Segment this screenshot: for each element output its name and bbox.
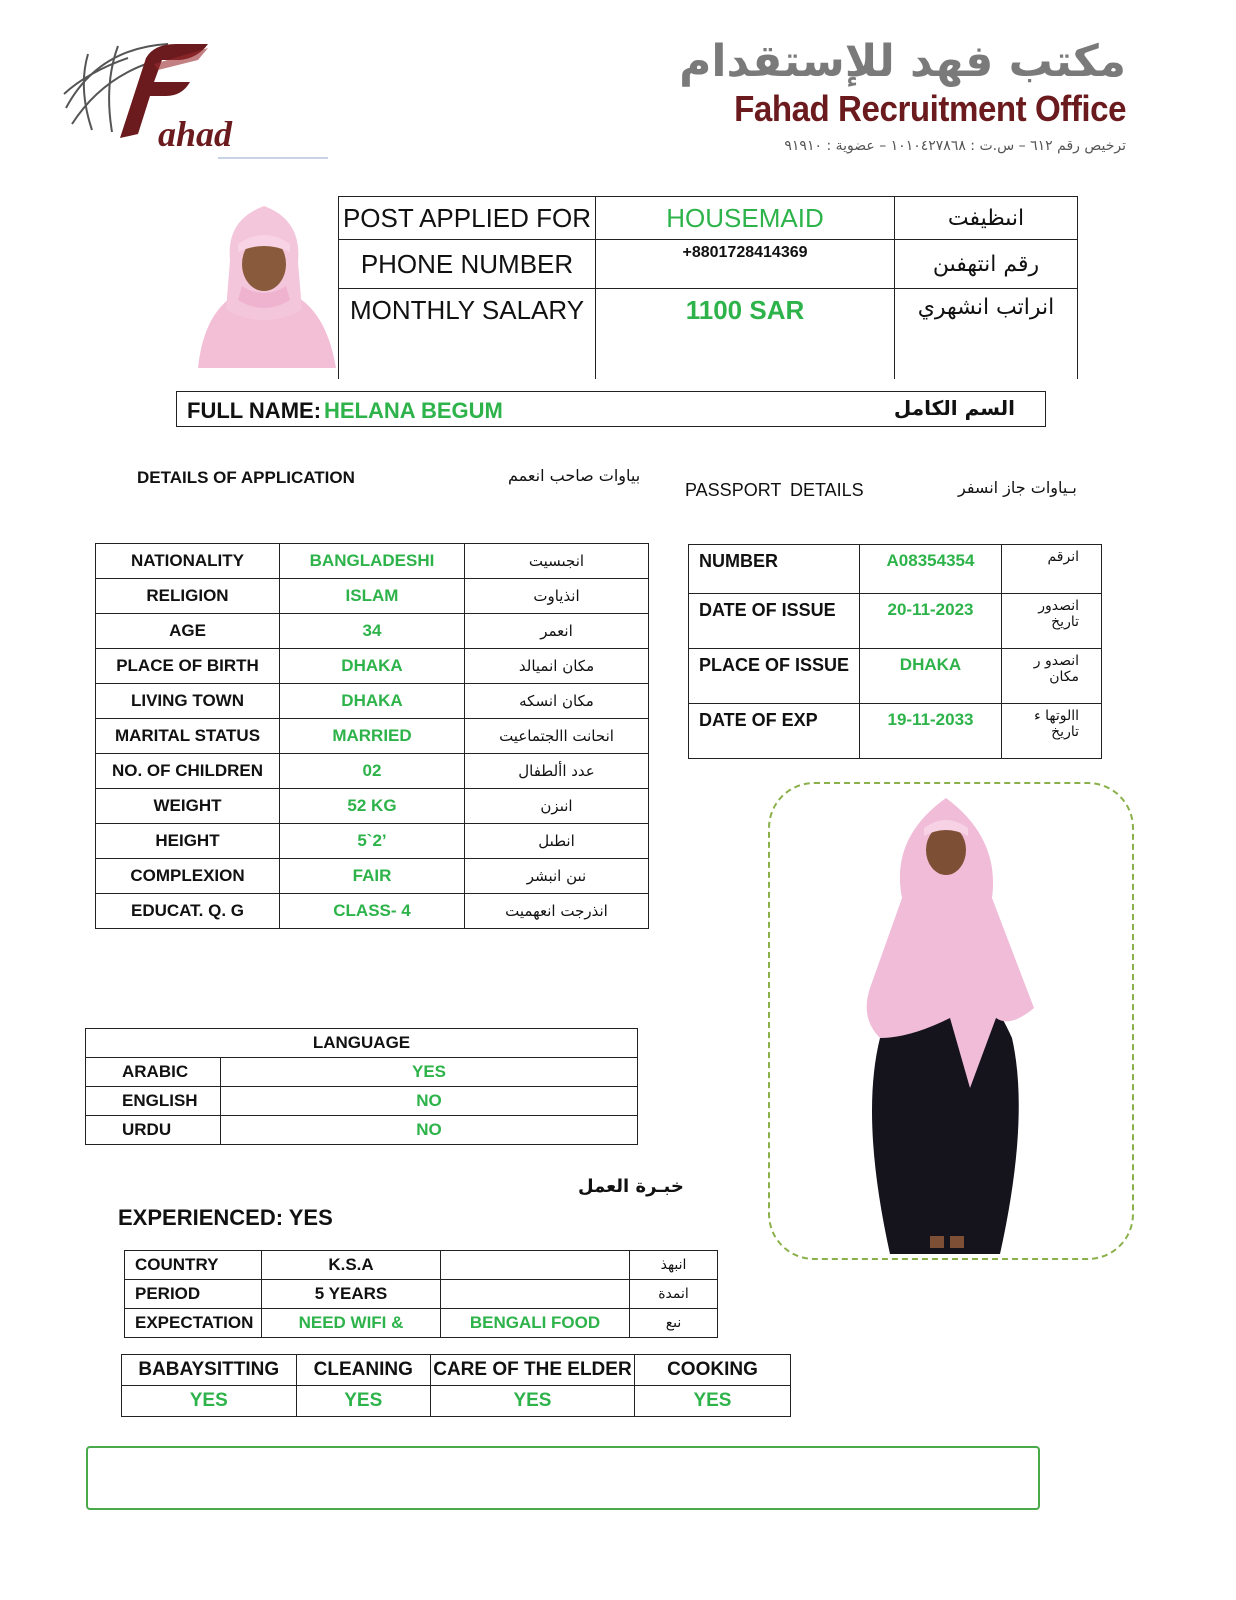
office-name-english: Fahad Recruitment Office	[733, 88, 1126, 129]
passport-value: A08354354	[860, 545, 1002, 594]
language-value: NO	[221, 1116, 638, 1145]
detail-label: WEIGHT	[96, 789, 280, 824]
experience-table	[124, 1250, 718, 1338]
detail-value: CLASS- 4	[280, 894, 465, 929]
passport-arabic: انصدور تاريخ	[1002, 594, 1102, 649]
passport-section-arabic: بـياوات جاز انسفر	[958, 478, 1077, 497]
language-row	[86, 1087, 638, 1116]
footer-empty-box	[86, 1446, 1040, 1510]
experience-value-2	[441, 1280, 630, 1309]
experience-arabic: انمدة	[630, 1280, 718, 1309]
experience-label: COUNTRY	[125, 1251, 262, 1280]
detail-arabic: انجىسيت	[465, 544, 649, 579]
detail-value: FAIR	[280, 859, 465, 894]
skill-value: YES	[430, 1386, 634, 1417]
experience-value: NEED WIFI &	[262, 1309, 441, 1338]
detail-arabic: مكان انميالد	[465, 649, 649, 684]
detail-value: MARRIED	[280, 719, 465, 754]
detail-arabic: انعمر	[465, 614, 649, 649]
detail-label: AGE	[96, 614, 280, 649]
phone-value: +8801728414369	[596, 240, 895, 289]
detail-row	[96, 894, 649, 929]
detail-row	[96, 614, 649, 649]
skill-label: CARE OF THE ELDER	[430, 1355, 634, 1386]
experience-label: PERIOD	[125, 1280, 262, 1309]
language-label: URDU	[86, 1116, 221, 1145]
detail-arabic: انىزن	[465, 789, 649, 824]
salary-row	[339, 289, 1078, 380]
applicant-full-body-photo	[850, 788, 1040, 1254]
detail-value: DHAKA	[280, 684, 465, 719]
detail-value: 5`2’	[280, 824, 465, 859]
salary-label: MONTHLY SALARY	[339, 289, 596, 380]
passport-label: PLACE OF ISSUE	[689, 649, 860, 704]
detail-row	[96, 754, 649, 789]
skills-table	[121, 1354, 791, 1417]
detail-label: NO. OF CHILDREN	[96, 754, 280, 789]
language-label: ARABIC	[86, 1058, 221, 1087]
detail-row	[96, 824, 649, 859]
experience-heading: EXPERIENCED: YES	[118, 1205, 333, 1230]
office-name-arabic: مكتب فهد للإستقدام	[679, 36, 1126, 87]
language-value: YES	[221, 1058, 638, 1087]
salary-value: 1100 SAR	[596, 289, 895, 380]
salary-arabic: انراتب انشهري	[895, 289, 1078, 380]
experience-row	[125, 1309, 718, 1338]
experience-value: K.S.A	[262, 1251, 441, 1280]
detail-row	[96, 719, 649, 754]
application-details-table	[95, 543, 649, 929]
detail-value: 52 KG	[280, 789, 465, 824]
passport-arabic: انرقم	[1002, 545, 1102, 594]
skills-label-row	[122, 1355, 791, 1386]
language-table	[85, 1028, 638, 1145]
skill-value: YES	[122, 1386, 297, 1417]
skill-label: CLEANING	[296, 1355, 430, 1386]
passport-arabic: انصدو ر مكان	[1002, 649, 1102, 704]
skill-value: YES	[634, 1386, 790, 1417]
detail-value: BANGLADESHI	[280, 544, 465, 579]
detail-row	[96, 789, 649, 824]
detail-arabic: انحانت االجتماعيت	[465, 719, 649, 754]
passport-label: DATE OF ISSUE	[689, 594, 860, 649]
applicant-portrait-photo	[190, 200, 338, 368]
detail-label: LIVING TOWN	[96, 684, 280, 719]
language-label: ENGLISH	[86, 1087, 221, 1116]
detail-value: ISLAM	[280, 579, 465, 614]
passport-row	[689, 649, 1102, 704]
detail-row	[96, 684, 649, 719]
phone-arabic: رقم انتهفىن	[895, 240, 1078, 289]
detail-arabic: انطىل	[465, 824, 649, 859]
detail-label: COMPLEXION	[96, 859, 280, 894]
passport-value: 19-11-2033	[860, 704, 1002, 759]
language-header-row	[86, 1029, 638, 1058]
detail-value: DHAKA	[280, 649, 465, 684]
full-name-box	[176, 391, 1046, 427]
passport-row	[689, 704, 1102, 759]
detail-arabic: مكان انسكه	[465, 684, 649, 719]
detail-value: 02	[280, 754, 465, 789]
detail-arabic: انذرجت انعهميت	[465, 894, 649, 929]
skills-value-row	[122, 1386, 791, 1417]
detail-row	[96, 579, 649, 614]
experience-value: 5 YEARS	[262, 1280, 441, 1309]
skill-label: COOKING	[634, 1355, 790, 1386]
passport-row	[689, 594, 1102, 649]
detail-row	[96, 544, 649, 579]
detail-label: RELIGION	[96, 579, 280, 614]
detail-label: PLACE OF BIRTH	[96, 649, 280, 684]
skill-label: BABAYSITTING	[122, 1355, 297, 1386]
detail-label: MARITAL STATUS	[96, 719, 280, 754]
post-value: HOUSEMAID	[596, 197, 895, 240]
passport-arabic: االوتها ء تاريخ	[1002, 704, 1102, 759]
full-name-label: FULL NAME:	[187, 398, 322, 423]
experience-arabic: انبهذ	[630, 1251, 718, 1280]
passport-value: 20-11-2023	[860, 594, 1002, 649]
office-license-text: ترخيص رقم ٦١٢ – س.ت : ١٠١٠٤٢٧٨٦٨ – عضوية : ٩١٩١٠	[784, 138, 1126, 154]
post-label: POST APPLIED FOR	[339, 197, 596, 240]
phone-row	[339, 240, 1078, 289]
post-row	[339, 197, 1078, 240]
experience-arabic: نىع	[630, 1309, 718, 1338]
application-section-title: DETAILS OF APPLICATION	[137, 468, 355, 487]
post-arabic: انىظيفت	[895, 197, 1078, 240]
passport-label: NUMBER	[689, 545, 860, 594]
passport-label: DATE OF EXP	[689, 704, 860, 759]
passport-section-title-1: PASSPORT	[685, 480, 782, 500]
detail-label: EDUCAT. Q. G	[96, 894, 280, 929]
logo-text: ahad	[158, 114, 233, 154]
full-name-value: HELANA BEGUM	[324, 398, 503, 423]
experience-value-2	[441, 1251, 630, 1280]
detail-value: 34	[280, 614, 465, 649]
language-title: LANGUAGE	[86, 1029, 638, 1058]
passport-section-title-2: DETAILS	[790, 480, 864, 500]
detail-label: HEIGHT	[96, 824, 280, 859]
detail-row	[96, 649, 649, 684]
passport-value: DHAKA	[860, 649, 1002, 704]
experience-arabic-title: خبـرة العمل	[578, 1176, 684, 1197]
detail-row	[96, 859, 649, 894]
passport-details-table	[688, 544, 1102, 759]
language-value: NO	[221, 1087, 638, 1116]
language-row	[86, 1058, 638, 1087]
passport-row	[689, 545, 1102, 594]
experience-row	[125, 1251, 718, 1280]
experience-label: EXPECTATION	[125, 1309, 262, 1338]
full-name-arabic: السم الكامل	[893, 396, 1015, 420]
detail-arabic: انذياوت	[465, 579, 649, 614]
language-row	[86, 1116, 638, 1145]
phone-label: PHONE NUMBER	[339, 240, 596, 289]
experience-value-2: BENGALI FOOD	[441, 1309, 630, 1338]
skill-value: YES	[296, 1386, 430, 1417]
detail-arabic: نىن انبشر	[465, 859, 649, 894]
detail-label: NATIONALITY	[96, 544, 280, 579]
post-table	[338, 196, 1078, 379]
detail-arabic: عدد األطفال	[465, 754, 649, 789]
company-logo	[58, 38, 338, 163]
application-section-arabic: بياوات صاحب انعمم	[508, 466, 641, 485]
experience-row	[125, 1280, 718, 1309]
